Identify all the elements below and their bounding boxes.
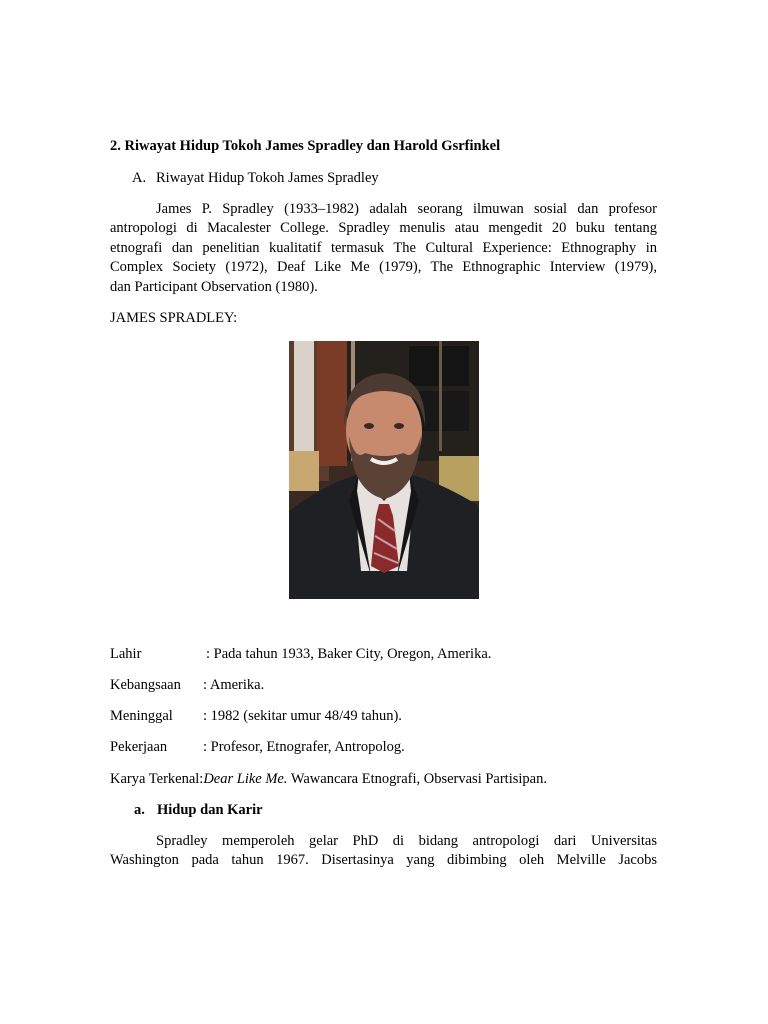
paragraph-line: dan Participant Observation (1980). <box>110 278 318 295</box>
bio-row-meninggal <box>110 708 402 725</box>
bio-value: : 1982 (sekitar umur 48/49 tahun). <box>203 708 402 724</box>
bio-key: Pekerjaan <box>110 739 168 755</box>
paragraph-line: James P. Spradley (1933–1982) adalah seorang ilmuwan sosial dan profesor <box>156 201 657 217</box>
bio-value: : Profesor, Etnografer, Antropolog. <box>203 739 405 755</box>
bio-key: Meninggal <box>110 708 173 724</box>
section-a-marker: a. <box>134 802 145 818</box>
portrait-photo <box>289 341 479 599</box>
bio-key: Lahir <box>110 646 142 662</box>
bio-value: : Amerika. <box>203 677 265 693</box>
paragraph-line: Spradley memperoleh gelar PhD di bidang antropologi dari Universitas <box>156 833 657 849</box>
bio-row-kebangsaan <box>110 677 264 694</box>
section-heading: 2. Riwayat Hidup Tokoh James Spradley dan Harold Gsrfinkel <box>110 138 501 154</box>
portrait-illustration <box>289 341 479 599</box>
paragraph-line: antropologi di Macalester College. Spradley menulis atau mengedit 20 buku tentang <box>110 220 657 237</box>
bio-row-lahir <box>110 646 491 663</box>
section-a-text: Hidup dan Karir <box>157 802 263 818</box>
bio-row-karya <box>110 771 547 788</box>
photo-label: JAMES SPRADLEY: <box>110 310 238 326</box>
section-a-title <box>134 802 263 819</box>
paragraph-line: Washington pada tahun 1967. Disertasinya yang dibimbing oleh Melville Jacobs <box>110 852 657 869</box>
bio-key: Karya Terkenal: <box>110 771 204 787</box>
subsection-title <box>132 170 379 187</box>
paragraph-line: etnografi dan penelitian kualitatif termasuk The Cultural Experience: Ethnography in <box>110 239 657 256</box>
subsection-marker: A. <box>132 170 147 186</box>
bio-value: Wawancara Etnografi, Observasi Partisipan. <box>287 771 547 787</box>
bio-row-pekerjaan <box>110 739 405 756</box>
intro-paragraph <box>110 200 657 297</box>
bio-value: : Pada tahun 1933, Baker City, Oregon, Amerika. <box>206 646 492 662</box>
subsection-text: Riwayat Hidup Tokoh James Spradley <box>156 170 379 186</box>
paragraph-line: Complex Society (1972), Deaf Like Me (1979), The Ethnographic Interview (1979), <box>110 259 657 276</box>
bio-key: Kebangsaan <box>110 677 181 693</box>
bio-value-italic: Dear Like Me. <box>203 771 288 787</box>
career-paragraph <box>110 832 657 871</box>
